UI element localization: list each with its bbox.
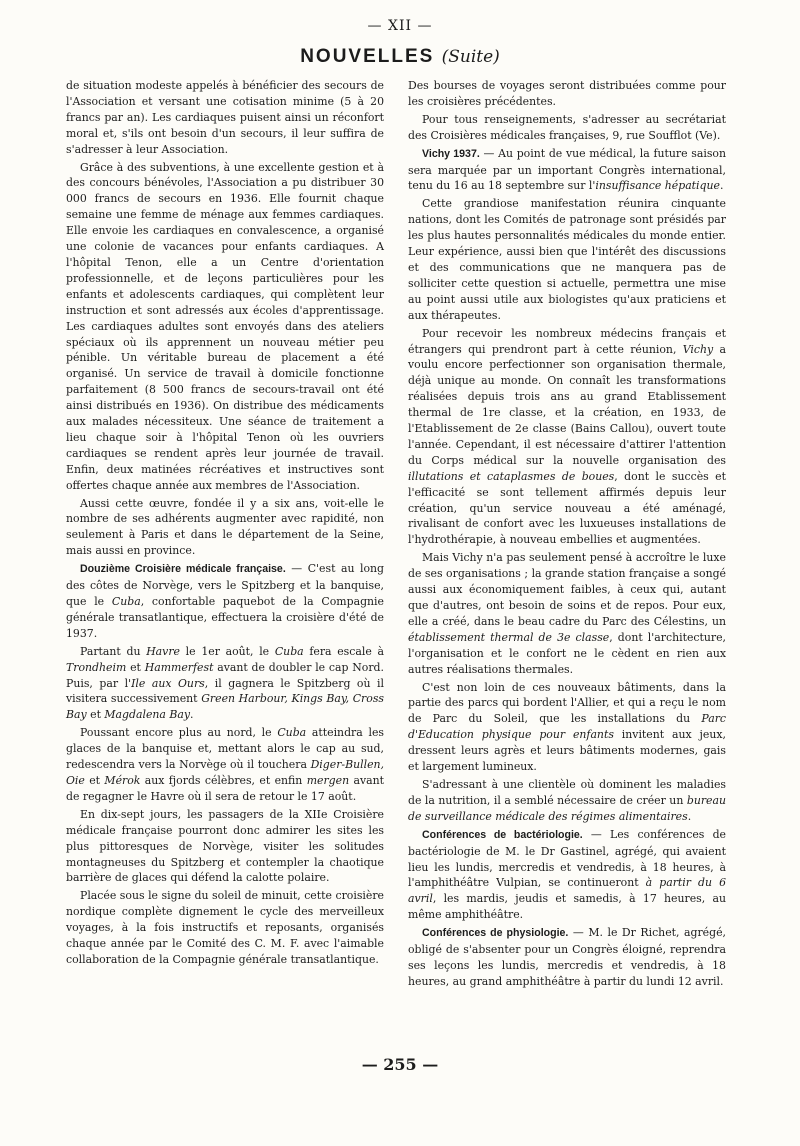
italic-run: Cuba (111, 595, 141, 608)
paragraph-classes (408, 550, 726, 677)
text-run: — Au point de vue médical, la future saison sera marquée par un important Congrès international, tenu du 16 au 18 septembre sur l' (408, 146, 726, 193)
text-run: et (126, 660, 145, 674)
text-run: invitent aux jeux, dressent leurs agrès et leurs bâtiments modernes, gais et largement lumineux. (408, 728, 726, 774)
page-number: — 255 — (361, 1055, 439, 1074)
text-run: S'adressant à une clientèle où dominent les maladies de la nutrition, il a semblé nécessaire de créer un (408, 777, 726, 807)
right-column (408, 78, 726, 992)
text-run: , dont l'architecture, l'organisation et le confort ne le cèdent en rien aux autres réalisations thermales. (408, 630, 726, 676)
text-run: atteindra les glaces de la banquise et, mettant alors le cap au sud, redescendra vers la Norvège où il touchera (66, 726, 384, 772)
run-in-heading: Conférences de physiologie. (422, 927, 569, 940)
italic-run: Cuba (274, 644, 304, 658)
text-run: avant de doubler le cap Nord. Puis, par l' (66, 660, 384, 690)
paragraph-vichy (408, 146, 726, 195)
text-run: Mais Vichy n'a pas seulement pensé à accroître le luxe de ses organisations ; la grande station française a songé aussi aux économiquement faibles, à ceux qui, autant que d'autres, ont besoin de soins et de repos. Pour eux, elle a créé, dans le beau cadre du Parc des Célestins, un (408, 551, 726, 628)
page-label: — XII — (367, 18, 433, 34)
text-run: Partant du (80, 644, 147, 658)
text-run: et (84, 773, 105, 787)
text-run: , confortable paquebot de la Compagnie générale transatlantique, effectuera la croisière d'été de 1937. (66, 595, 384, 640)
run-in-heading: Conférences de bactériologie. (422, 828, 583, 841)
paragraph-regimes (408, 777, 726, 825)
text-run: fera escale à (303, 644, 384, 658)
italic-run: Cuba (277, 726, 307, 740)
italic-run: Green Harbour, Kings Bay, Cross Bay (66, 692, 384, 722)
text-run: — M. le Dr Richet, agrégé, obligé de s'absenter pour un Congrès éloigné, reprendra ses leçons les lundis, mercredis et vendredis, à 18 heures, au grand amphithéâtre à partir du lundi 12 avril. (408, 926, 726, 988)
paragraph-parc (408, 680, 726, 775)
paragraph: En dix-sept jours, les passagers de la XIIe Croisière médicale française pourront donc admirer les sites les plus pittoresques de Norvège, visiter les solitudes montagneuses du Spitzberg et contempler la chaotique barrière de glaces qui défend la calotte polaire. (66, 807, 384, 885)
italic-run: Magdalena Bay (104, 708, 191, 722)
italic-run: Trondheim (66, 660, 127, 674)
text-run: . (719, 179, 724, 193)
italic-run: mergen (306, 773, 350, 787)
italic-run: Havre (146, 644, 180, 658)
italic-run: Mérok (104, 773, 141, 787)
italic-run: Diger-Bullen, Oie (66, 758, 384, 787)
paragraph: Cette grandiose manifestation réunira cinquante nations, dont les Comités de patronage sont présidés par les plus hautes personnalités médicales du monde entier. Leur expérience, aussi bien que l'intérêt des discussions et des communications que ne manquera pas de solliciter cette question si actuelle, permettra une mise au point aussi utile aux biologistes qu'aux praticiens et aux thérapeutes. (408, 197, 726, 322)
text-run: , dont le succès et l'efficacité se sont tellement affirmés depuis leur création, qu'un service nouveau a été aménagé, rivalisant de confort avec les luxueuses installations de l'hydrothérapie, à nouveau embellies et augmentées. (408, 469, 726, 547)
italic-run: établissement thermal de 3e classe (408, 630, 610, 644)
paragraph: de situation modeste appelés à bénéficier des secours de l'Association et versant une cotisation minime (5 à 20 francs par an). Les cardiaques puisent ainsi un réconfort moral et, s'ils ont besoin d'un secours, il leur suffira de s'adresser à leur Association. (66, 79, 384, 156)
italic-run: Hammerfest (144, 660, 214, 674)
italic-run: Ile aux Ours (131, 676, 205, 690)
header-title: NOUVELLES (300, 46, 435, 67)
paragraph-north (66, 725, 384, 805)
text-run: aux fjords célèbres, et enfin (140, 773, 307, 787)
paragraph-croisiere (66, 561, 384, 642)
text-run: a voulu encore perfectionner son organisation thermale, déjà unique au monde. On connaît les transformations réalisées depuis trois ans au grand Etablissement thermal de 1re classe, et la création, en 1933, de l'Etablissement de 2e classe (Bains Callou), ouvert toute l'année. Cependant, il est nécessaire d'attirer l'attention du Corps médical sur la nouvelle organisation des (408, 342, 726, 467)
text-run: . (190, 708, 194, 722)
italic-run: Parc d'Education physique pour enfants (408, 712, 726, 742)
text-run: , il gagnera le Spitzberg où il visitera successivement (66, 676, 384, 706)
text-run: le 1er août, le (179, 644, 275, 658)
italic-run: bureau de surveillance médicale des régimes alimentaires (408, 793, 726, 823)
section-header (0, 46, 800, 68)
paragraph-itinerary (66, 644, 384, 724)
text-run: C'est non loin de ces nouveaux bâtiments, dans la partie des parcs qui bordent l'Allier, et qui a reçu le nom de Parc du Soleil, que les installations du (408, 680, 726, 726)
text-run: — Les conférences de bactériologie de M. le Dr Gastinel, agrégé, qui avaient lieu les lundis, mercredis et vendredis, à 18 heures, à l'amphithéâtre Vulpian, se continueront (408, 827, 726, 890)
header-suite: (Suite) (441, 47, 500, 67)
italic-run: à partir du 6 avril (408, 876, 727, 906)
italic-run: Vichy (682, 342, 714, 356)
run-in-heading: Vichy 1937. (422, 147, 480, 160)
paragraph-physiologie (408, 925, 726, 990)
text-run: — C'est au long des côtes de Norvège, vers le Spitzberg et la banquise, que le (66, 562, 385, 608)
text-run: avant de regagner le Havre où il sera de retour le 17 août. (66, 773, 385, 803)
text-run: Pour recevoir les nombreux médecins français et étrangers qui prendront part à cette réunion, (408, 326, 726, 356)
run-in-heading: Douzième Croisière médicale française. (80, 563, 286, 576)
text-run: . (687, 809, 692, 823)
left-column (66, 78, 384, 970)
paragraph: Placée sous le signe du soleil de minuit, cette croisière nordique complète dignement le cycle des merveilleux voyages, à la fois instructifs et reposants, organisés chaque année par le Comité des C. M. F. avec l'aimable collaboration de la Compagnie générale transatlantique. (66, 889, 384, 966)
paragraph-bacteriologie (408, 827, 726, 923)
paragraph-reception (408, 326, 726, 549)
paragraph: Pour tous renseignements, s'adresser au secrétariat des Croisières médicales françaises, 9, rue Soufflot (Ve). (408, 112, 726, 142)
text-run: , les mardis, jeudis et samedis, à 17 heures, au même amphithéâtre. (408, 892, 726, 922)
paragraph: Aussi cette œuvre, fondée il y a six ans, voit-elle le nombre de ses adhérents augmenter avec rapidité, non seulement à Paris et dans le département de la Seine, mais aussi en province. (66, 496, 384, 558)
italic-run: illutations et cataplasmes de boues (408, 469, 615, 483)
text-run: Poussant encore plus au nord, le (80, 726, 278, 740)
paragraph: Des bourses de voyages seront distribuées comme pour les croisières précédentes. (408, 79, 726, 108)
text-run: et (86, 708, 105, 722)
paragraph: Grâce à des subventions, à une excellente gestion et à des concours bénévoles, l'Association a pu distribuer 30 000 francs de secours en 1936. Elle fournit chaque semaine une femme de ménage aux femmes cardiaques. Elle envoie les cardiaques en convalescence, a organisé une colonie de vacances pour enfants cardiaques. A l'hôpital Tenon, elle a un Centre d'orientation professionnelle, et de leçons particulières pour les enfants et adolescents cardiaques, qui complètent leur instruction et sont adressés aux écoles d'apprentissage. Les cardiaques adultes sont envoyés dans des ateliers spéciaux où ils apprennent un nouveau métier peu pénible. Un véritable bureau de placement a été organisé. Un service de travail à domicile fonctionne parfaitement (8 500 francs de secours-travail ont été ainsi distribués en 1936). On distribue des médicaments aux malades nécessiteux. Une séance de traitement a lieu chaque soir à l'hôpital Tenon où les ouvriers cardiaques se rendent après leur journée de travail. Enfin, deux matinées récréatives et instructives sont offertes chaque année aux membres de l'Association. (66, 160, 384, 492)
italic-run: insuffisance hépatique (595, 179, 720, 193)
